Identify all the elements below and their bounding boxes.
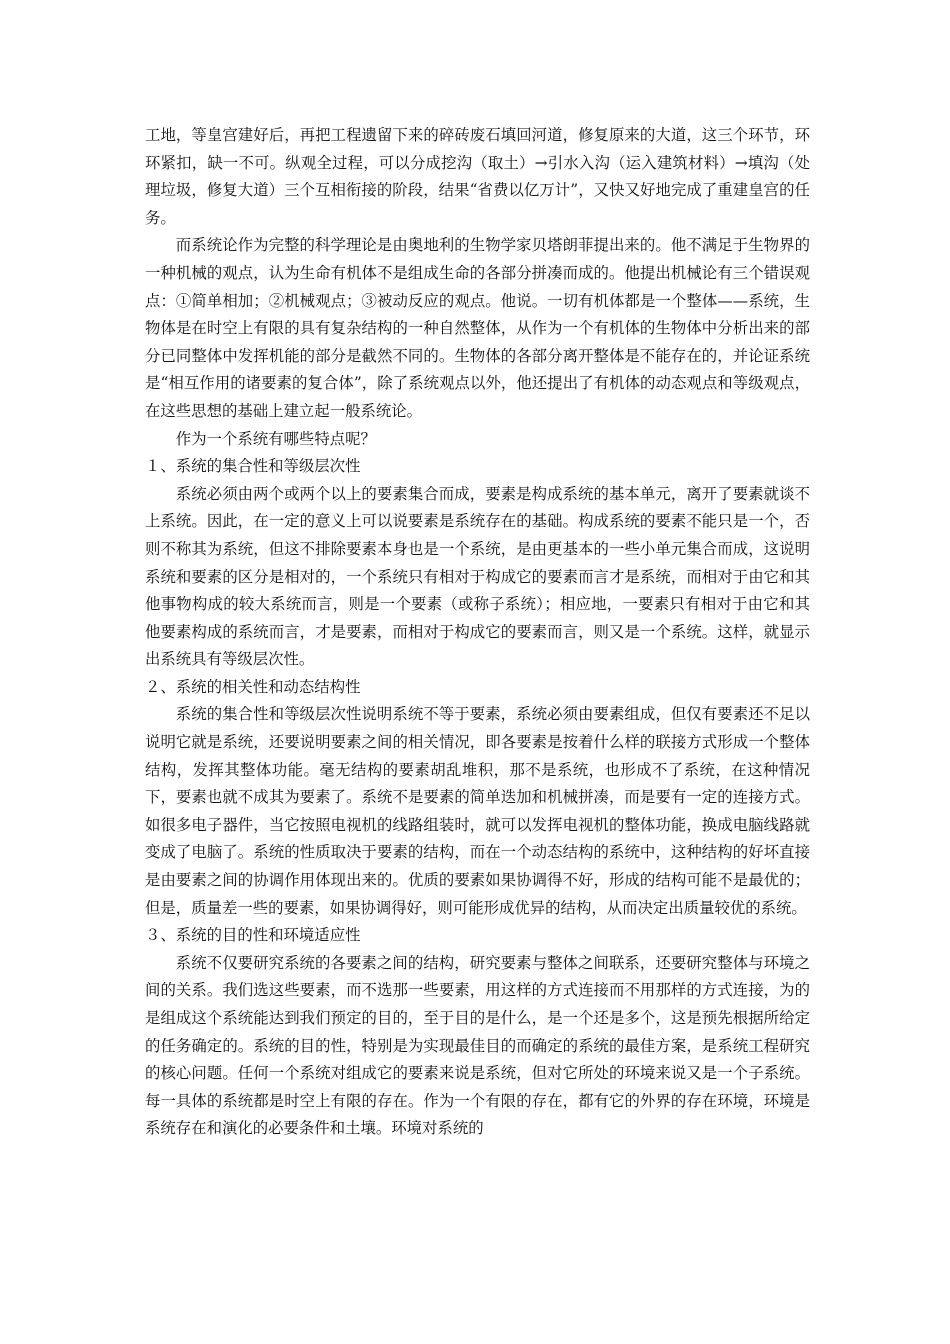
section-heading: １、系统的集合性和等级层次性 <box>145 457 361 476</box>
body-paragraph: 系统不仅要研究系统的各要素之间的结构，研究要素与整体之间联系，还要研究整体与环境之间的关系。我们选这些要素，而不选那一些要素，用这样的方式连接而不用那样的方式连接，为的是组成这个系统能达到我们预定的目的，至于目的是什么，是一个还是多个，这是预先根据所给定的任务确定的。系统的目的性，特别是为实现最佳目的而确定的系统的最佳方案，是系统工程研究的核心问题。任何一个系统对组成它的要素来说是系统，但对它所处的环境来说又是一个子系统。每一具体的系统都是时空上有限的存在。作为一个有限的存在，都有它的外界的存在环境，环境是系统存在和演化的必要条件和土壤。环境对系统的 <box>145 953 810 1138</box>
section-heading: ３、系统的目的性和环境适应性 <box>145 926 361 945</box>
section-heading: ２、系统的相关性和动态结构性 <box>145 677 361 696</box>
document-page <box>145 122 810 1143</box>
body-paragraph: 工地，等皇宫建好后，再把工程遗留下来的碎砖废石填回河道，修复原来的大道，这三个环节，环环紧扣，缺一不可。纵观全过程，可以分成挖沟（取土）→引水入沟（运入建筑材料）→填沟（处理垃圾，修复大道）三个互相衔接的阶段，结果“省费以亿万计”，又快又好地完成了重建皇宫的任务。 <box>145 126 810 227</box>
body-paragraph: 系统必须由两个或两个以上的要素集合而成，要素是构成系统的基本单元，离开了要素就谈不上系统。因此，在一定的意义上可以说要素是系统存在的基础。构成系统的要素不能只是一个，否则不称其为系统，但这不排除要素本身也是一个系统，是由更基本的一些小单元集合而成，这说明系统和要素的区分是相对的，一个系统只有相对于构成它的要素而言才是系统，而相对于由它和其他事物构成的较大系统而言，则是一个要素（或称子系统）；相应地，一要素只有相对于由它和其他要素构成的系统而言，才是要素，而相对于构成它的要素而言，则又是一个系统。这样，就显示出系统具有等级层次性。 <box>145 484 810 669</box>
body-paragraph: 作为一个系统有哪些特点呢？ <box>175 429 376 448</box>
body-paragraph: 系统的集合性和等级层次性说明系统不等于要素，系统必须由要素组成，但仅有要素还不足以说明它就是系统，还要说明要素之间的相关情况，即各要素是按着什么样的联接方式形成一个整体结构，发挥其整体功能。毫无结构的要素胡乱堆积，那不是系统，也形成不了系统，在这种情况下，要素也就不成其为要素了。系统不是要素的简单迭加和机械拼凑，而是要有一定的连接方式。如很多电子器件，当它按照电视机的线路组装时，就可以发挥电视机的整体功能，换成电脑线路就变成了电脑了。系统的性质取决于要素的结构，而在一个动态结构的系统中，这种结构的好坏直接是由要素之间的协调作用体现出来的。优质的要素如果协调得不好，形成的结构可能不是最优的；但是，质量差一些的要素，如果协调得好，则可能形成优异的结构，从而决定出质量较优的系统。 <box>145 705 810 917</box>
body-paragraph: 而系统论作为完整的科学理论是由奥地利的生物学家贝塔朗菲提出来的。他不满足于生物界的一种机械的观点，认为生命有机体不是组成生命的各部分拼凑而成的。他提出机械论有三个错误观点：①简单相加；②机械观点；③被动反应的观点。他说。一切有机体都是一个整体——系统，生物体是在时空上有限的具有复杂结构的一种自然整体，从作为一个有机体的生物体中分析出来的部分已同整体中发挥机能的部分是截然不同的。生物体的各部分离开整体是不能存在的，并论证系统是“相互作用的诸要素的复合体”，除了系统观点以外，他还提出了有机体的动态观点和等级观点，在这些思想的基础上建立起一般系统论。 <box>145 236 810 420</box>
